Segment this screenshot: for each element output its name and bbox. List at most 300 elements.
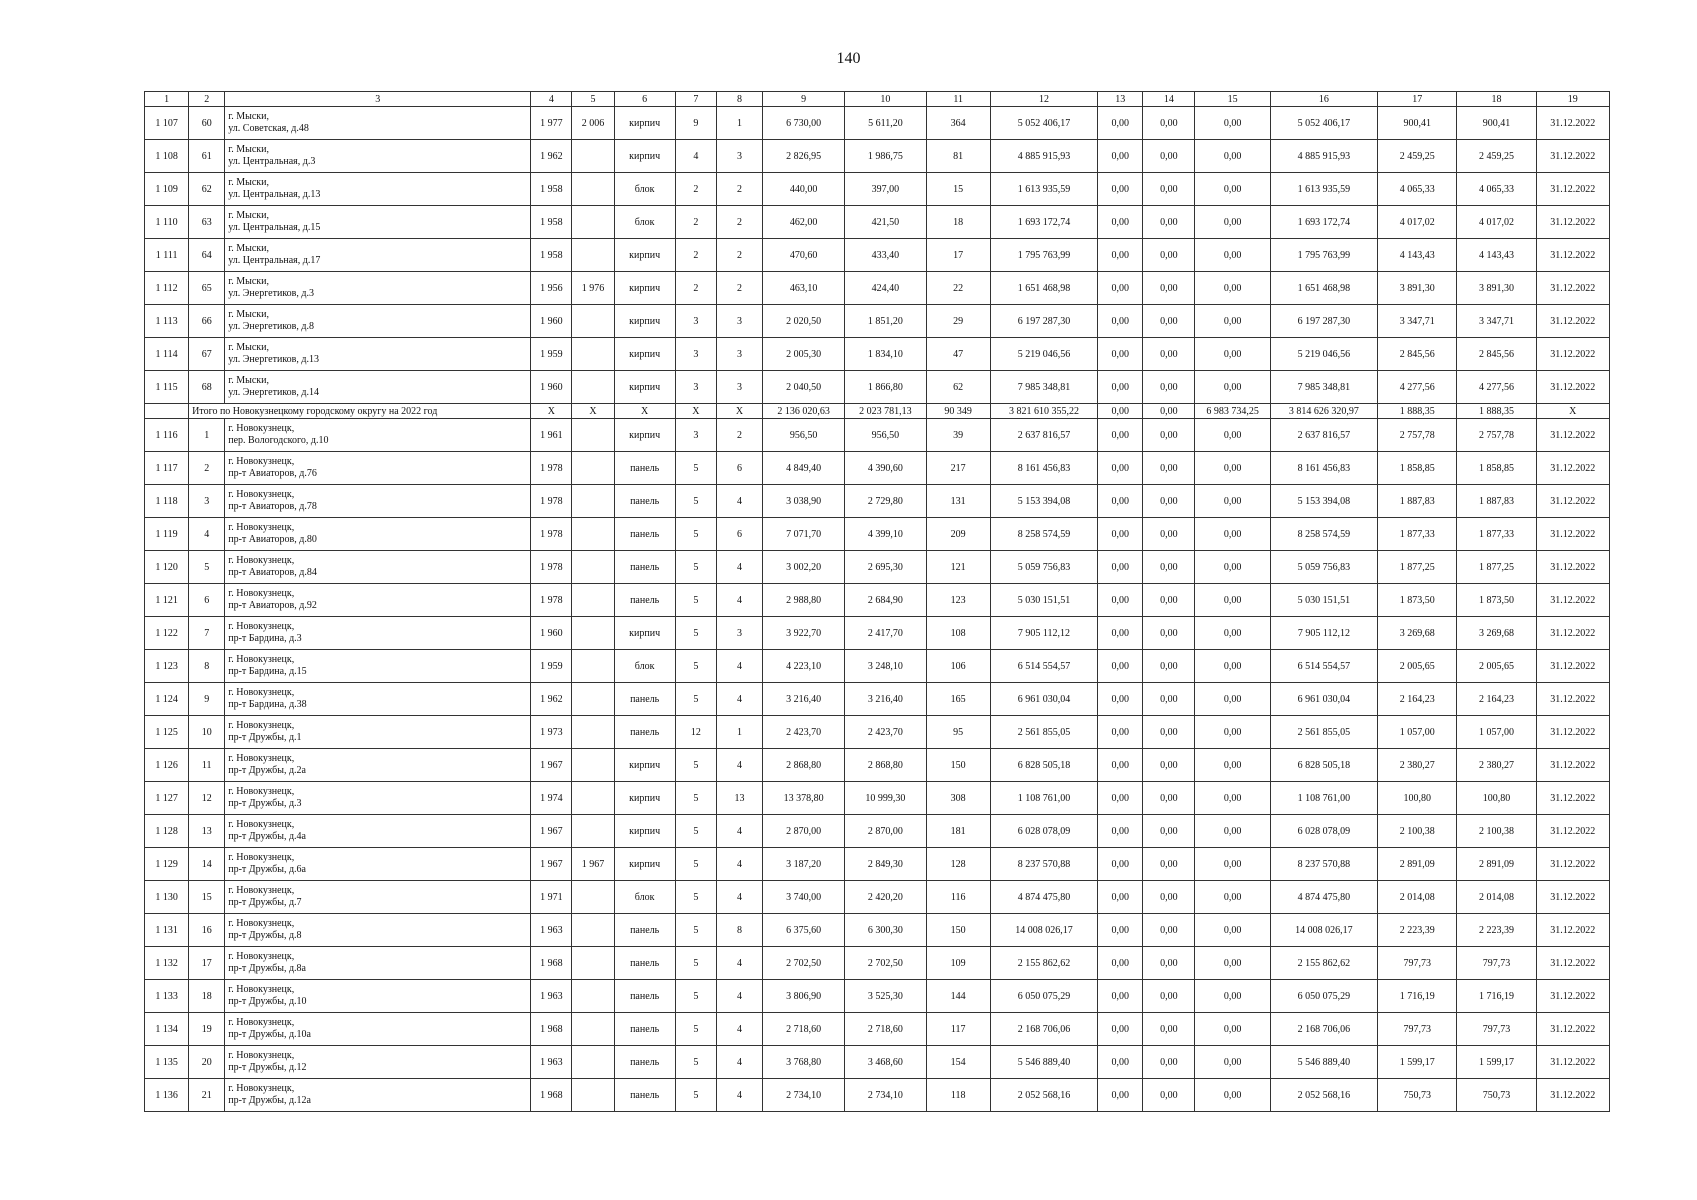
table-cell: 0,00 [1098,173,1143,206]
table-cell: 7 985 348,81 [1270,371,1377,404]
table-cell: 150 [926,914,990,947]
table-cell: 31.12.2022 [1536,419,1609,452]
table-cell: 0,00 [1143,206,1195,239]
address-street: пр-т Дружбы, д.10а [228,1029,311,1040]
table-cell: 5 [675,947,716,980]
table-cell: 64 [189,239,225,272]
table-row [145,980,1610,1013]
table-cell: 21 [189,1079,225,1112]
table-cell [572,419,614,452]
address-city: г. Новокузнецк, [228,852,295,863]
table-cell: 1 109 [145,173,189,206]
table-cell: 4 [716,815,762,848]
address-cell [225,272,531,305]
address-cell [225,683,531,716]
column-header: 16 [1270,92,1377,107]
table-cell: 3 525,30 [845,980,926,1013]
table-cell: 1 120 [145,551,189,584]
table-cell: 2 845,56 [1457,338,1536,371]
table-cell: 1 973 [531,716,572,749]
table-cell: 1 599,17 [1378,1046,1457,1079]
table-cell: 14 008 026,17 [990,914,1097,947]
table-cell: 2 891,09 [1378,848,1457,881]
table-cell: 0,00 [1195,650,1270,683]
table-cell: 0,00 [1098,650,1143,683]
table-cell: 14 [189,848,225,881]
table-cell: 2 168 706,06 [1270,1013,1377,1046]
table-cell: 0,00 [1098,881,1143,914]
address-street: ул. Энергетиков, д.14 [228,387,319,398]
table-cell: 68 [189,371,225,404]
table-cell: 2 020,50 [763,305,845,338]
table-cell: 0,00 [1195,206,1270,239]
address-cell [225,749,531,782]
table-cell: 31.12.2022 [1536,107,1609,140]
table-cell: 462,00 [763,206,845,239]
table-cell: 2 729,80 [845,485,926,518]
table-cell: 209 [926,518,990,551]
table-row [145,1079,1610,1112]
address-cell [225,782,531,815]
table-cell: 0,00 [1098,1046,1143,1079]
table-cell: 5 [675,1079,716,1112]
table-cell: 29 [926,305,990,338]
table-cell: 5 [675,551,716,584]
address-cell [225,947,531,980]
table-cell: 0,00 [1098,848,1143,881]
table-cell: 4 874 475,80 [1270,881,1377,914]
table-cell: 1 967 [572,848,614,881]
table-cell: 6 028 078,09 [1270,815,1377,848]
table-cell: 31.12.2022 [1536,239,1609,272]
table-cell: 17 [189,947,225,980]
table-cell: 0,00 [1143,107,1195,140]
table-cell: 0,00 [1143,404,1195,419]
table-cell: 62 [926,371,990,404]
table-cell: 750,73 [1457,1079,1536,1112]
table-cell: 8 161 456,83 [1270,452,1377,485]
table-cell: 4 885 915,93 [1270,140,1377,173]
address-city: г. Новокузнецк, [228,753,295,764]
table-row [145,173,1610,206]
table-cell: 2 136 020,63 [763,404,845,419]
table-cell: 6 [716,518,762,551]
table-cell: 123 [926,584,990,617]
column-header: 19 [1536,92,1609,107]
address-street: ул. Энергетиков, д.3 [228,288,314,299]
table-cell: 1 967 [531,815,572,848]
table-cell: 4 [716,947,762,980]
table-cell: 1 978 [531,518,572,551]
table-cell [572,452,614,485]
table-cell: 0,00 [1143,305,1195,338]
table-cell: 1 127 [145,782,189,815]
table-cell: 1 116 [145,419,189,452]
housing-register-table [144,91,1610,1112]
table-cell: 4 [716,1046,762,1079]
table-cell: 1 117 [145,452,189,485]
table-row [145,782,1610,815]
table-cell: 1 795 763,99 [1270,239,1377,272]
table-cell: 6 [189,584,225,617]
table-cell: 1 959 [531,650,572,683]
address-city: г. Новокузнецк, [228,555,295,566]
table-cell: 15 [189,881,225,914]
table-cell: 0,00 [1195,239,1270,272]
table-row [145,1046,1610,1079]
table-cell: 31.12.2022 [1536,1079,1609,1112]
column-header: 12 [990,92,1097,107]
table-cell: 1 958 [531,239,572,272]
table-cell: 67 [189,338,225,371]
table-cell [572,1079,614,1112]
table-cell: 128 [926,848,990,881]
table-cell: 0,00 [1195,452,1270,485]
table-cell: 7 905 112,12 [1270,617,1377,650]
table-cell: 1 971 [531,881,572,914]
table-cell: 2 164,23 [1378,683,1457,716]
table-cell: 4 399,10 [845,518,926,551]
table-row [145,551,1610,584]
table-cell: 2 [716,419,762,452]
table-cell: 2 870,00 [845,815,926,848]
table-cell: 0,00 [1098,980,1143,1013]
table-cell: 31.12.2022 [1536,551,1609,584]
table-cell: 121 [926,551,990,584]
table-cell: 14 008 026,17 [1270,914,1377,947]
address-city: г. Мыски, [228,342,269,353]
table-cell: 0,00 [1098,716,1143,749]
table-cell: 2 006 [572,107,614,140]
table-cell: 2 849,30 [845,848,926,881]
table-cell: кирпич [614,419,675,452]
table-cell [572,206,614,239]
table-cell: 0,00 [1143,239,1195,272]
address-street: пр-т Авиаторов, д.76 [228,468,317,479]
table-cell: 1 968 [531,1079,572,1112]
address-cell [225,1046,531,1079]
table-cell: 0,00 [1143,980,1195,1013]
address-cell [225,1079,531,1112]
table-cell: 5 052 406,17 [1270,107,1377,140]
table-cell: 2 702,50 [763,947,845,980]
table-cell: 6 514 554,57 [1270,650,1377,683]
table-cell [572,371,614,404]
page-number: 140 [836,50,861,67]
table-cell: 4 [716,485,762,518]
column-header: 14 [1143,92,1195,107]
table-cell: 1 968 [531,947,572,980]
table-cell: 2 005,65 [1457,650,1536,683]
table-cell: 2 423,70 [763,716,845,749]
table-cell: панель [614,683,675,716]
table-row [145,650,1610,683]
table-cell: 1 887,83 [1457,485,1536,518]
address-cell [225,452,531,485]
address-street: пр-т Дружбы, д.8 [228,930,302,941]
table-cell: панель [614,980,675,1013]
table-cell: 8 237 570,88 [990,848,1097,881]
table-row [145,338,1610,371]
table-cell: 108 [926,617,990,650]
table-cell: 31.12.2022 [1536,518,1609,551]
table-cell: 10 [189,716,225,749]
column-header: 2 [189,92,225,107]
table-body [145,107,1610,1112]
address-street: ул. Энергетиков, д.13 [228,354,319,365]
table-cell: 31.12.2022 [1536,173,1609,206]
table-cell: 2 718,60 [845,1013,926,1046]
address-cell [225,716,531,749]
table-cell: 22 [926,272,990,305]
table-cell: 2 423,70 [845,716,926,749]
table-cell: 0,00 [1195,338,1270,371]
table-cell: панель [614,1013,675,1046]
table-row [145,485,1610,518]
table-cell: панель [614,518,675,551]
table-cell: 16 [189,914,225,947]
table-cell: 31.12.2022 [1536,815,1609,848]
table-cell: 19 [189,1013,225,1046]
table-cell: 2 988,80 [763,584,845,617]
table-cell: 2 734,10 [845,1079,926,1112]
table-cell: 116 [926,881,990,914]
table-cell: кирпич [614,782,675,815]
table-cell: 0,00 [1195,914,1270,947]
table-cell: 13 378,80 [763,782,845,815]
table-cell: 5 [675,452,716,485]
address-city: г. Новокузнецк, [228,588,295,599]
table-cell: 65 [189,272,225,305]
table-cell: 0,00 [1195,140,1270,173]
table-cell: 3 891,30 [1457,272,1536,305]
table-cell: 0,00 [1195,947,1270,980]
table-cell: 4 [675,140,716,173]
table-cell: 1 122 [145,617,189,650]
table-row [145,140,1610,173]
table-cell: X [716,404,762,419]
table-cell: 5 [189,551,225,584]
table-cell: 31.12.2022 [1536,1013,1609,1046]
table-cell [572,980,614,1013]
table-cell: 5 153 394,08 [1270,485,1377,518]
table-cell: 5 546 889,40 [1270,1046,1377,1079]
address-cell [225,815,531,848]
table-cell: 3 [716,617,762,650]
table-cell: 0,00 [1195,683,1270,716]
table-cell: 0,00 [1098,1013,1143,1046]
table-cell: 17 [926,239,990,272]
column-header: 3 [225,92,531,107]
table-cell: 1 976 [572,272,614,305]
table-cell: 2 380,27 [1457,749,1536,782]
table-cell: 3 768,80 [763,1046,845,1079]
table-cell: 5 [675,683,716,716]
address-city: г. Новокузнецк, [228,621,295,632]
address-cell [225,305,531,338]
table-cell: 31.12.2022 [1536,683,1609,716]
table-cell: 1 599,17 [1457,1046,1536,1079]
column-header: 17 [1378,92,1457,107]
table-cell: 0,00 [1143,272,1195,305]
table-cell: 1 877,25 [1457,551,1536,584]
table-cell: 0,00 [1143,1046,1195,1079]
table-cell: 0,00 [1195,584,1270,617]
table-cell: кирпич [614,338,675,371]
table-cell: 31.12.2022 [1536,980,1609,1013]
table-cell: 0,00 [1143,1013,1195,1046]
table-row [145,272,1610,305]
address-city: г. Мыски, [228,309,269,320]
table-cell: 1 888,35 [1378,404,1457,419]
table-cell: 1 834,10 [845,338,926,371]
table-cell: 1 716,19 [1457,980,1536,1013]
table-cell: 0,00 [1098,782,1143,815]
table-row [145,239,1610,272]
table-cell: 1 986,75 [845,140,926,173]
table-cell [572,518,614,551]
table-cell: 1 [189,419,225,452]
table-cell: 0,00 [1195,419,1270,452]
table-cell: 0,00 [1195,1013,1270,1046]
table-cell: 5 [675,782,716,815]
table-cell: 6 028 078,09 [990,815,1097,848]
table-cell: 5 059 756,83 [1270,551,1377,584]
table-cell: 5 [675,815,716,848]
table-cell: 1 124 [145,683,189,716]
table-cell: 9 [189,683,225,716]
table-cell: 463,10 [763,272,845,305]
address-cell [225,914,531,947]
table-cell: 2 734,10 [763,1079,845,1112]
table-cell: 12 [189,782,225,815]
address-cell [225,518,531,551]
table-cell: 1 125 [145,716,189,749]
table-cell [572,1046,614,1079]
address-cell [225,584,531,617]
table-row [145,881,1610,914]
table-cell: 11 [189,749,225,782]
table-cell: 18 [926,206,990,239]
table-cell: 1 866,80 [845,371,926,404]
table-cell: 4 [189,518,225,551]
table-cell: 1 [716,716,762,749]
table-cell: 1 113 [145,305,189,338]
address-city: г. Новокузнецк, [228,489,295,500]
table-cell: кирпич [614,239,675,272]
table-cell: 1 851,20 [845,305,926,338]
table-cell: 100,80 [1378,782,1457,815]
table-cell: 900,41 [1378,107,1457,140]
table-cell: кирпич [614,272,675,305]
table-cell: 6 730,00 [763,107,845,140]
column-header: 15 [1195,92,1270,107]
address-cell [225,206,531,239]
table-cell: 1 613 935,59 [1270,173,1377,206]
table-cell: 2 868,80 [763,749,845,782]
table-cell [572,815,614,848]
table-cell: 6 375,60 [763,914,845,947]
table-cell: 106 [926,650,990,683]
table-cell: 2 223,39 [1457,914,1536,947]
table-cell: 5 219 046,56 [1270,338,1377,371]
address-street: пр-т Дружбы, д.2а [228,765,306,776]
table-cell: 1 887,83 [1378,485,1457,518]
table-cell: кирпич [614,140,675,173]
table-cell: 31.12.2022 [1536,947,1609,980]
table-cell: 5 [675,650,716,683]
address-cell [225,848,531,881]
table-row [145,1013,1610,1046]
table-cell: 0,00 [1195,107,1270,140]
table-cell: 1 136 [145,1079,189,1112]
table-cell: 2 459,25 [1378,140,1457,173]
table-cell: 5 [675,584,716,617]
address-city: г. Мыски, [228,177,269,188]
address-city: г. Новокузнецк, [228,1017,295,1028]
table-cell: панель [614,584,675,617]
table-cell: панель [614,716,675,749]
table-cell: 1 057,00 [1457,716,1536,749]
subtotal-label: Итого по Новокузнецкому городскому округу на 2022 год [189,404,531,419]
address-city: г. Новокузнецк, [228,1050,295,1061]
table-cell: 2 [716,206,762,239]
table-cell: 797,73 [1457,1013,1536,1046]
table-cell: 0,00 [1143,617,1195,650]
table-cell: 6 050 075,29 [990,980,1097,1013]
table-cell: 0,00 [1195,551,1270,584]
table-cell: 8 258 574,59 [1270,518,1377,551]
table-cell: 6 514 554,57 [990,650,1097,683]
table-row [145,419,1610,452]
address-city: г. Новокузнецк, [228,885,295,896]
table-cell: 62 [189,173,225,206]
table-cell: 3 468,60 [845,1046,926,1079]
table-cell [572,914,614,947]
table-cell: 3 [675,371,716,404]
table-cell: 797,73 [1457,947,1536,980]
table-cell: 5 [675,980,716,1013]
table-cell: 1 963 [531,914,572,947]
table-cell: 0,00 [1143,815,1195,848]
table-cell: 4 [716,1079,762,1112]
table-cell: 2 [716,173,762,206]
table-cell: кирпич [614,371,675,404]
table-cell: 0,00 [1143,1079,1195,1112]
table-cell: 8 [189,650,225,683]
table-cell: 0,00 [1195,371,1270,404]
table-cell: 4 [716,551,762,584]
table-row [145,107,1610,140]
table-cell [145,404,189,419]
table-cell: панель [614,1046,675,1079]
table-cell: 6 983 734,25 [1195,404,1270,419]
address-city: г. Мыски, [228,375,269,386]
table-cell: 2 417,70 [845,617,926,650]
table-cell: 3 891,30 [1378,272,1457,305]
table-cell: 3 [189,485,225,518]
table-cell: 1 961 [531,419,572,452]
table-cell: 0,00 [1098,947,1143,980]
table-cell: X [614,404,675,419]
table-cell: 956,50 [763,419,845,452]
table-cell: 4 017,02 [1378,206,1457,239]
table-cell: X [1536,404,1609,419]
table-cell: 2 100,38 [1457,815,1536,848]
table-cell: 6 197 287,30 [1270,305,1377,338]
table-cell: 7 985 348,81 [990,371,1097,404]
table-cell: панель [614,914,675,947]
